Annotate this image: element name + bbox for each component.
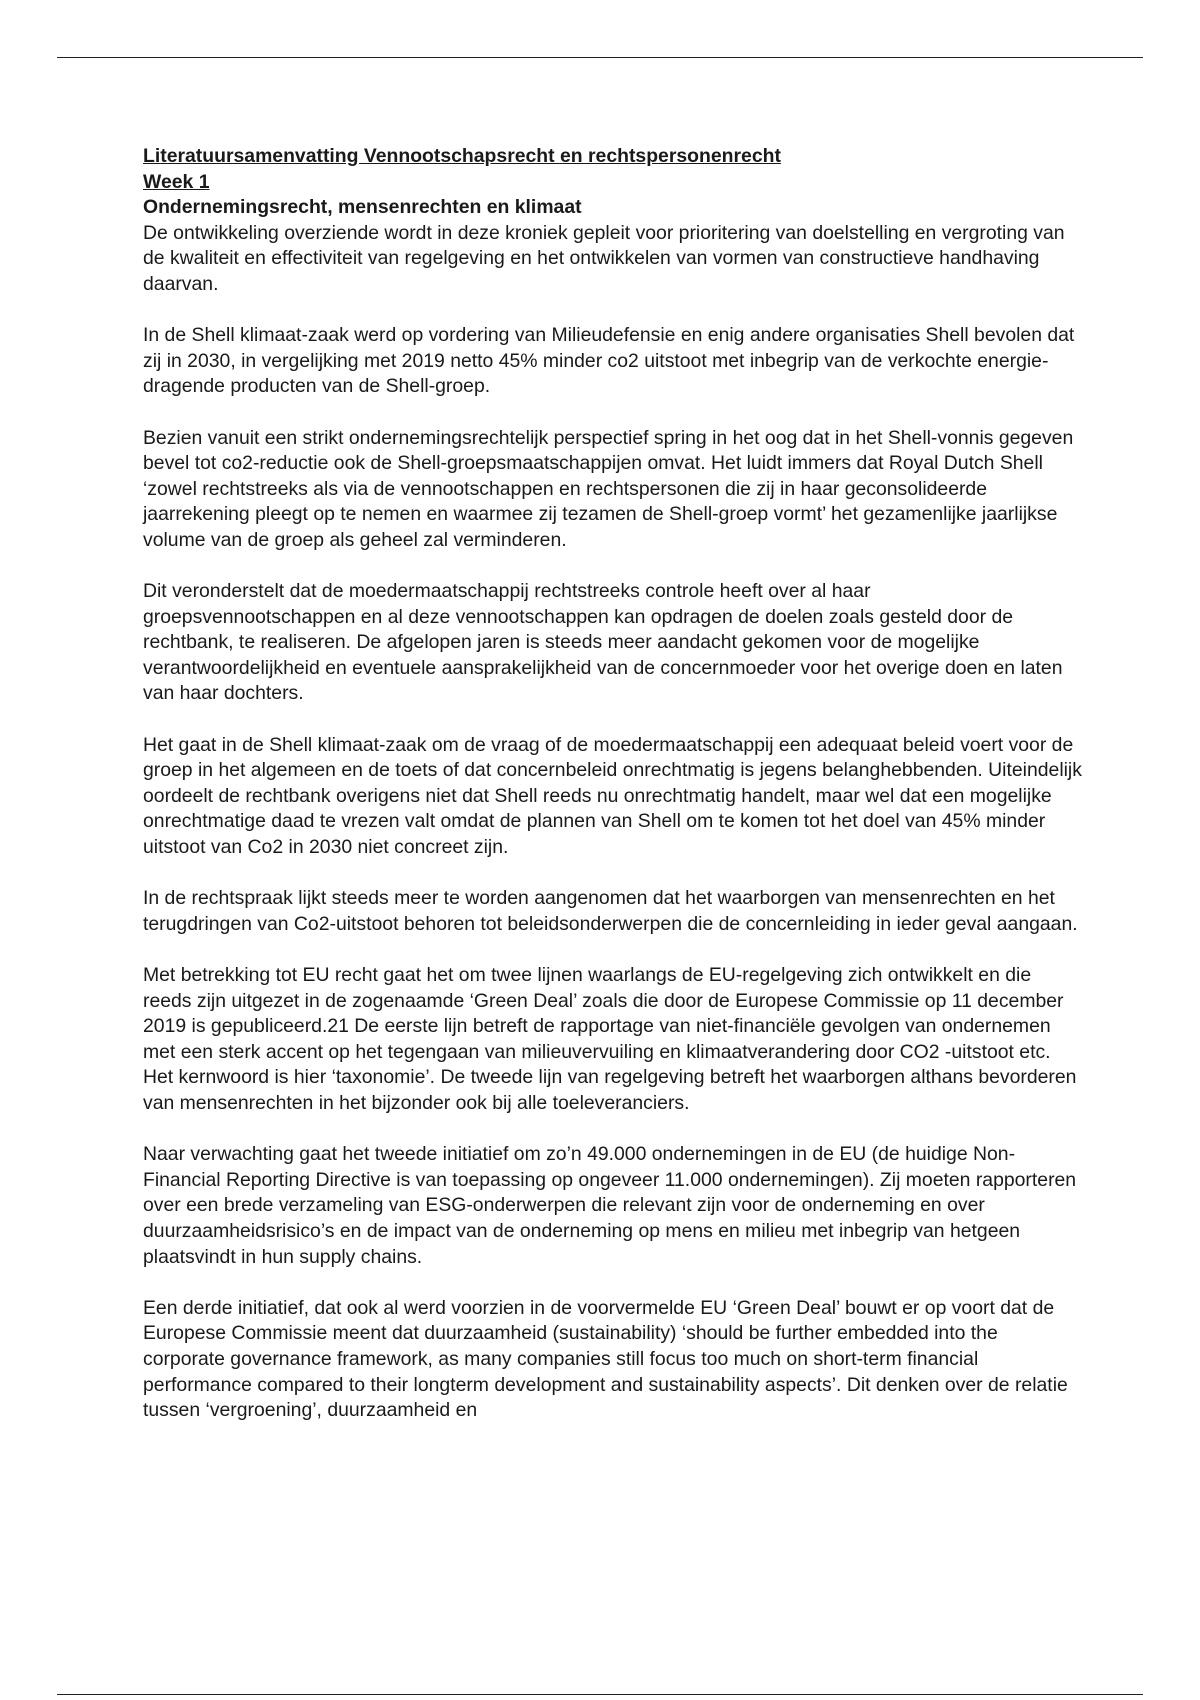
paragraph: Naar verwachting gaat het tweede initiatief om zo’n 49.000 ondernemingen in de EU (de huidige Non-Financial Reporting Directive is van toepassing op ongeveer 11.000 ondernemingen). Zij moeten rapporteren over een brede verzameling van ESG-onderwerpen die relevant zijn voor de onderneming en over duurzaamheidsrisico’s en de impact van de onderneming op mens en milieu met inbegrip van hetgeen plaatsvindt in hun supply chains. [143, 1143, 1077, 1268]
paragraph: In de rechtspraak lijkt steeds meer te worden aangenomen dat het waarborgen van mensenrechten en het terugdringen van Co2-uitstoot behoren tot beleidsonderwerpen die de concernleiding in ieder geval aangaan. [143, 887, 1078, 935]
week-label: Week 1 [143, 170, 210, 193]
paragraph: Met betrekking tot EU recht gaat het om twee lijnen waarlangs de EU-regelgeving zich ontwikkelt en die reeds zijn uitgezet in de zogenaamde ‘Green Deal’ zoals die door de Europese Commissie op 11 december 2019 is gepubliceerd.21 De eerste lijn betreft de rapportage van niet-financiële gevolgen van ondernemen met een sterk accent op het tegengaan van milieuvervuiling en klimaatverandering door CO2 -uitstoot etc. Het kernwoord is hier ‘taxonomie’. De tweede lijn van regelgeving betreft het waarborgen althans bevorderen van mensenrechten in het bijzonder ook bij alle toeleveranciers. [143, 964, 1077, 1114]
section-title: Ondernemingsrecht, mensenrechten en klimaat [143, 196, 582, 219]
paragraph: In de Shell klimaat-zaak werd op vordering van Milieudefensie en enig andere organisaties Shell bevolen dat zij in 2030, in vergelijking met 2019 netto 45% minder co2 uitstoot met inbegrip van de verkochte energie-dragende producten van de Shell-groep. [143, 324, 1075, 398]
top-divider [57, 57, 1143, 58]
paragraph: Bezien vanuit een strikt ondernemingsrechtelijk perspectief spring in het oog dat in het Shell-vonnis gegeven bevel tot co2-reductie ook de Shell-groepsmaatschappijen omvat. Het luidt immers dat Royal Dutch Shell ‘zowel rechtstreeks als via de vennootschappen en rechtspersonen die zij in haar geconsolideerde jaarrekening pleegt op te nemen en waarmee zij tezamen de Shell-groep vormt’ het gezamenlijke jaarlijkse volume van de groep als geheel zal verminderen. [143, 426, 1074, 551]
paragraph: Een derde initiatief, dat ook al werd voorzien in de voorvermelde EU ‘Green Deal’ bouwt er op voort dat de Europese Commissie meent dat duurzaamheid (sustainability) ‘should be further embedded into the corporate governance framework, as many companies still focus too much on short-term financial performance compared to their longterm development and sustainability aspects’. Dit denken over de relatie tussen ‘vergroening’, duurzaamheid en [143, 1296, 1068, 1422]
paragraph: De ontwikkeling overziende wordt in deze kroniek gepleit voor prioritering van doelstelling en vergroting van de kwaliteit en effectiviteit van regelgeving en het ontwikkelen van vormen van constructieve handhaving daarvan. [143, 221, 1065, 295]
document-title: Literatuursamenvatting Vennootschapsrecht en rechtspersonenrecht [143, 145, 781, 167]
bottom-divider [57, 1694, 1143, 1695]
paragraph: Het gaat in de Shell klimaat-zaak om de vraag of de moedermaatschappij een adequaat beleid voert voor de groep in het algemeen en de toets of dat concernbeleid onrechtmatig is jegens belanghebbenden. Uiteindelijk oordeelt de rechtbank overigens niet dat Shell reeds nu onrechtmatig handelt, maar wel dat een mogelijke onrechtmatige daad te vrezen valt omdat de plannen van Shell om te komen tot het doel van 45% minder uitstoot van Co2 in 2030 niet concreet zijn. [143, 733, 1082, 859]
paragraph: Dit veronderstelt dat de moedermaatschappij rechtstreeks controle heeft over al haar groepsvennootschappen en al deze vennootschappen kan opdragen de doelen zoals gesteld door de rechtbank, te realiseren. De afgelopen jaren is steeds meer aandacht gekomen voor de mogelijke verantwoordelijkheid en eventuele aansprakelijkheid van de concernmoeder voor het overige doen en laten van haar dochters. [143, 580, 1063, 705]
document-body [143, 144, 1083, 1424]
